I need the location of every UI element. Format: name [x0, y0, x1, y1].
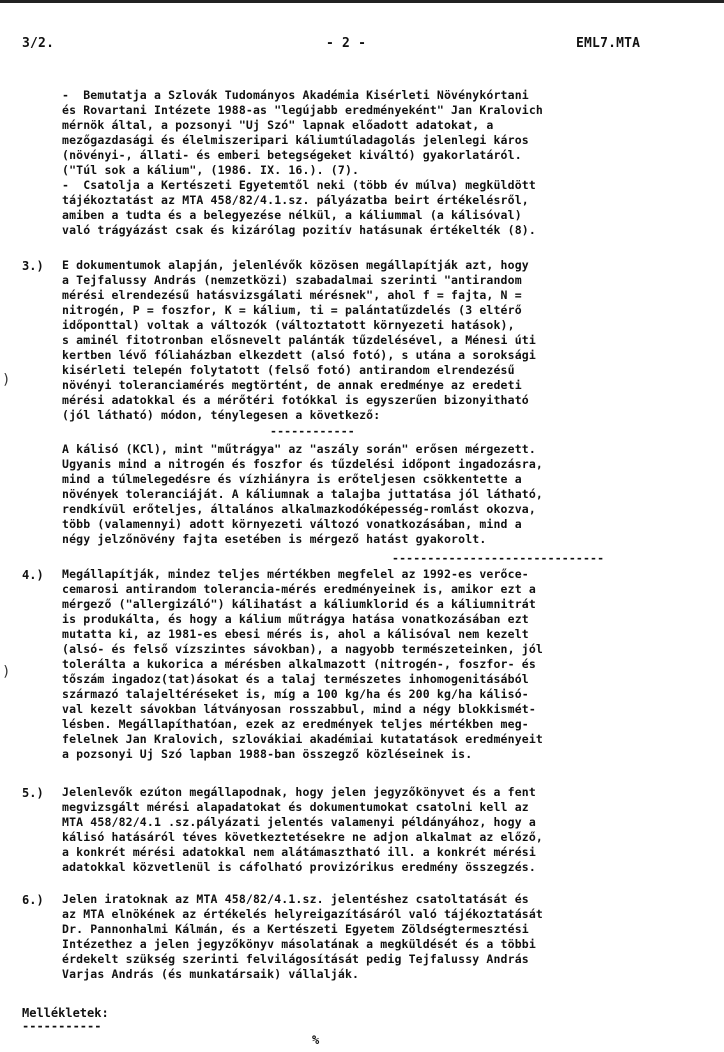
p3-result-line: növények toleranciáját. A káliumnak a talajba juttatása jól látható,: [62, 487, 544, 501]
p4-line: felelnek Jan Kralovich, szlovákiai akadémiai kutatatások eredményeit: [62, 732, 544, 746]
p5-line: adatokkal közvetlenül is cáfolható provizórikus eredmény összegzés.: [62, 860, 536, 874]
p5-line: kálisó hatásáról téves következtetésekre ne adjon alkalmat az előző,: [62, 830, 544, 844]
file-code: EML7.MTA: [576, 36, 641, 51]
p5-line: megvizsgált mérési alapadatokat és dokumentumokat csatolni kell az: [62, 800, 529, 814]
p4-line: mutatta ki, az 1981-es ebesi mérés is, ahol a kálisóval nem kezelt: [62, 627, 529, 641]
p4-line: származó talajeltéréseket is, míg a 100 kg/ha és 200 kg/ha kálisó-: [62, 687, 529, 701]
p4-line: is produkálta, és hogy a kálium műtrágya hatása vonatkozásában ezt: [62, 612, 529, 626]
intro-line: amiben a tudta és a belegyezése nélkül, a káliummal (a kálisóval): [62, 208, 522, 222]
p5-line: MTA 458/82/4.1 .sz.pályázati jelentés valamenyi példányához, hogy a: [62, 815, 536, 829]
paragraph-number: 6.): [22, 893, 44, 907]
p3-result-line: mind a túlmelegedésre és vízhiányra is erőteljesen csökkentette a: [62, 472, 522, 486]
p3-underline: ------------: [270, 424, 355, 438]
p3-line: kisérleti telepén folytatott (felső fotó) antirandom elrendezésű: [62, 363, 515, 377]
punch-mark-2: ): [2, 664, 11, 680]
intro-line: - Bemutatja a Szlovák Tudományos Akadémia Kisérleti Növénykórtani: [62, 88, 529, 102]
p3-line: s aminél fitotronban elősnevelt palánták tűzdelésével, a Ménesi úti: [62, 333, 536, 347]
intro-line: mérnök által, a pozsonyi "Uj Szó" lapnak előadott adatokat, a: [62, 118, 494, 132]
footer-mark: %: [312, 1033, 320, 1047]
p3-rule: ------------------------------: [392, 551, 605, 565]
p4-line: a pozsonyi Uj Szó lapban 1988-ban összegző közléseinek is.: [62, 747, 473, 761]
p5-line: a konkrét mérési adatokkal nem alátámasztható ill. a konkrét mérési: [62, 845, 536, 859]
p4-line: (alsó- és felső vízszintes sávokban), a nagyobb természeteinken, jól: [62, 642, 544, 656]
p4-line: tolerálta a kukorica a mérésben alkalmazott (nitrogén-, foszfor- és: [62, 657, 536, 671]
paragraph-number: 4.): [22, 568, 44, 582]
p6-line: az MTA elnökének az értékelés helyreigazításáról való tájékoztatását: [62, 907, 544, 921]
p3-result-line: A kálisó (KCl), mint "műtrágya" az "aszály során" erősen mérgezett.: [62, 442, 536, 456]
p4-line: Megállapítják, mindez teljes mértékben megfelel az 1992-es verőce-: [62, 567, 529, 581]
p3-line: mérési elrendezésű hatásvizsgálati mérésnek", ahol f = fajta, N =: [62, 288, 522, 302]
intro-line: való trágyázást csak és kizárólag pozitív hatásunak értékelték (8).: [62, 223, 536, 237]
page-ref-left: 3/2.: [22, 36, 55, 51]
intro-line: - Csatolja a Kertészeti Egyetemtől neki (több év múlva) megküldött: [62, 178, 536, 192]
intro-line: és Rovartani Intézete 1988-as "legújabb eredményeként" Jan Kralovich: [62, 103, 544, 117]
p6-line: Jelen iratoknak az MTA 458/82/4.1.sz. jelentéshez csatoltatását és: [62, 892, 529, 906]
intro-line: tájékoztatást az MTA 458/82/4.1.sz. pályázatba beirt értékelésről,: [62, 193, 529, 207]
intro-line: (növényi-, állati- és emberi betegségeket kiváltó) gyakorlatáról.: [62, 148, 522, 162]
p3-line: kertben lévő fóliaházban elkezdett (alsó fotó), s utána a soroksági: [62, 348, 536, 362]
p6-line: Varjas András (és munkatársaik) vállalják.: [62, 967, 360, 981]
p3-line: nitrogén, P = foszfor, K = kálium, ti = palántatűzdelés (3 eltérő: [62, 303, 522, 317]
p6-line: Intézethez a jelen jegyzőkönyv másolatának a megküldését és a többi: [62, 937, 536, 951]
p3-line: időponttal) voltak a változók (változtatott környezeti hatások),: [62, 318, 515, 332]
p4-line: val kezelt sávokban látványosan rosszabbul, mind a négy blokkismét-: [62, 702, 536, 716]
p3-line: (jól látható) módon, ténylegesen a következő:: [62, 408, 381, 422]
p3-line: növényi toleranciamérés megtörtént, de annak eredménye az eredeti: [62, 378, 522, 392]
paragraph-number: 5.): [22, 786, 44, 800]
p3-line: a Tejfalussy András (nemzetközi) szabadalmai szerinti "antirandom: [62, 273, 522, 287]
p4-line: lésben. Megállapíthatóan, ezek az eredmények teljes mértékben meg-: [62, 717, 529, 731]
attachments-label: Mellékletek:: [22, 1006, 109, 1020]
paragraph-number: 3.): [22, 259, 44, 273]
p4-line: mérgező ("allergizáló") kálihatást a káliumklorid és a káliumnitrát: [62, 597, 536, 611]
intro-line: ("Túl sok a kálium", (1986. IX. 16.). (7).: [62, 163, 360, 177]
p3-line: E dokumentumok alapján, jelenlévők közösen megállapítják azt, hogy: [62, 258, 529, 272]
punch-mark-1: ): [2, 372, 11, 388]
p4-line: tőszám ingadoz(tat)ásokat és a talaj természetes inhomogenitásából: [62, 672, 529, 686]
p4-line: cemarosi antirandom tolerancia-mérés eredményeinek is, amikor ezt a: [62, 582, 536, 596]
p3-line: mérési adatokkal és a mérőtéri fotókkal is egyszerűen bizonyitható: [62, 393, 529, 407]
p6-line: érdekelt szükség szerinti felvilágosítását pedig Tejfalussy András: [62, 952, 529, 966]
p5-line: Jelenlevők ezúton megállapodnak, hogy jelen jegyzőkönyvet és a fent: [62, 785, 536, 799]
intro-line: mezőgazdasági és élelmiszeripari káliumtúladagolás jelenlegi káros: [62, 133, 529, 147]
p3-result-line: Ugyanis mind a nitrogén és foszfor és tűzdelési időpont ingadozásra,: [62, 457, 544, 471]
p3-result-line: négy jelzőnövény fajta esetében is mérgező hatást gyakorolt.: [62, 532, 487, 546]
p3-result-line: rendkívül erőteljes, általános alkalmazkodóképesség-romlást okozva,: [62, 502, 536, 516]
p6-line: Dr. Pannonhalmi Kálmán, és a Kertészeti Egyetem Zöldségtermesztési: [62, 922, 529, 936]
p3-result-line: több (valamennyi) adott környezeti változó vonatkozásában, mind a: [62, 517, 522, 531]
page-number: - 2 -: [326, 36, 367, 51]
attachments-underline: -----------: [22, 1019, 102, 1033]
